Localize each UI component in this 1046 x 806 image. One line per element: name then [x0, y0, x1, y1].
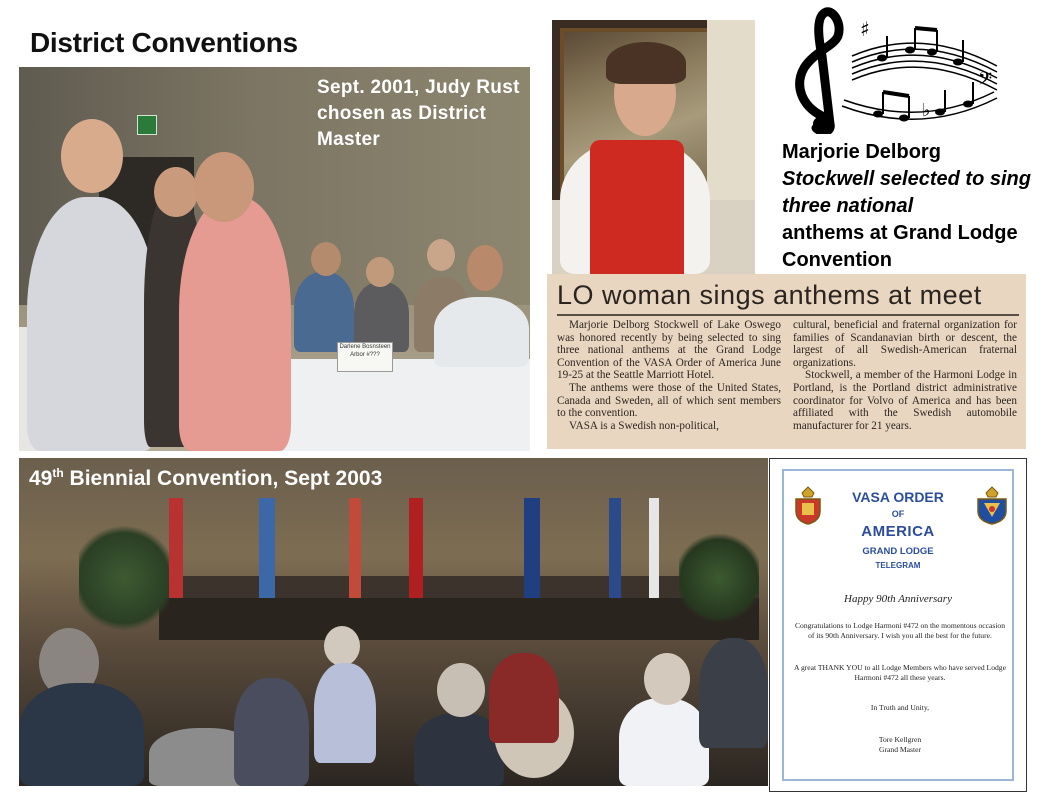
- newspaper-column-1: [557, 319, 781, 432]
- audience-member: [234, 678, 309, 786]
- flag: [409, 498, 423, 598]
- audience-member: [314, 663, 376, 763]
- seated-person-head: [311, 242, 341, 276]
- standing-woman-right: [179, 197, 291, 451]
- potted-plant: [679, 528, 759, 628]
- photo3-caption-text: Biennial Convention, Sept 2003: [63, 467, 383, 490]
- portrait-caption-line3: anthems at Grand Lodge Convention: [782, 222, 1018, 271]
- music-notes-icon: [782, 6, 1004, 134]
- audience-member: [19, 683, 144, 786]
- singer-portrait-photo: [552, 20, 755, 274]
- newspaper-paragraph: The anthems were those of the United States, Canada and Sweden, all of which sent members to the convention.: [557, 381, 781, 420]
- svg-text:♭: ♭: [922, 100, 931, 121]
- potted-plant: [79, 518, 169, 638]
- seated-person: [434, 297, 529, 367]
- telegram-heading-line4: GRAND LODGE: [862, 546, 934, 557]
- portrait-caption-line1: Marjorie Delborg: [782, 141, 941, 163]
- standing-woman-right-head: [194, 152, 254, 222]
- telegram-greeting: Happy 90th Anniversary: [844, 593, 952, 605]
- photo3-caption-number: 49: [29, 467, 53, 490]
- telegram-heading-line1: VASA ORDER: [852, 489, 944, 505]
- portrait-caption-line2: Stockwell selected to sing three national: [782, 168, 1031, 217]
- vasa-telegram: [769, 458, 1027, 792]
- name-card: Darlene Bosnsteen Arbor #???: [337, 342, 393, 372]
- newspaper-paragraph: cultural, beneficial and fraternal organization for families of Scandanavian birth or descent, the largest of all Swedish-American fraternal organizations.: [793, 319, 1017, 369]
- telegram-border: [782, 469, 1014, 781]
- seated-person-head: [366, 257, 394, 287]
- audience-member: [324, 626, 360, 666]
- telegram-heading-line5: TELEGRAM: [875, 561, 921, 570]
- newspaper-clipping: [547, 274, 1026, 449]
- photo1-caption: Sept. 2001, Judy Rust chosen as District Master: [317, 77, 520, 150]
- svg-text:♯: ♯: [860, 17, 870, 41]
- telegram-signer-title: Grand Master: [879, 745, 921, 754]
- audience-member: [644, 653, 690, 705]
- district-master-photo: [19, 67, 530, 451]
- singer-hair: [606, 42, 686, 84]
- audience-member: [699, 638, 768, 748]
- telegram-heading-line2: OF: [891, 509, 905, 519]
- exit-sign: [137, 115, 157, 135]
- head-table-backdrop: [159, 576, 759, 600]
- newspaper-paragraph: Marjorie Delborg Stockwell of Lake Oswego was honored recently by being selected to sing three national anthems at the Grand Lodge Convention of the VASA Order of America June 19-25 at the Seattle Marriott Hotel.: [557, 319, 781, 382]
- telegram-closing: In Truth and Unity,: [870, 703, 930, 712]
- audience-member: [489, 653, 559, 743]
- photo3-caption: [29, 466, 382, 491]
- head-table: [159, 598, 759, 640]
- telegram-paragraph-2: A great THANK YOU to all Lodge Members who have served Lodge Harmoni #472 all these years.: [794, 663, 1006, 682]
- flag: [349, 498, 361, 598]
- seated-person: [294, 272, 354, 352]
- standing-woman-left: [27, 197, 157, 451]
- flag: [609, 498, 621, 598]
- audience-member: [437, 663, 485, 717]
- newspaper-column-2: [793, 319, 1017, 432]
- telegram-heading-line3: AMERICA: [861, 523, 935, 540]
- seated-person-head: [427, 239, 455, 271]
- singer-bodice: [590, 140, 684, 274]
- page-title: District Conventions: [30, 27, 298, 58]
- newspaper-rule: [557, 314, 1019, 316]
- biennial-convention-photo: [19, 458, 768, 786]
- seated-person-head: [467, 245, 503, 291]
- standing-woman-left-head: [61, 119, 123, 193]
- portrait-caption: [782, 139, 1032, 274]
- flag: [259, 498, 275, 598]
- audience-member: [619, 698, 709, 786]
- photo3-caption-ordinal: th: [52, 466, 64, 480]
- newspaper-paragraph: Stockwell, a member of the Harmoni Lodge in Portland, is the Portland district administrative coordinator for Volvo of America and has been affiliated with the Swedish automobile manufacturer for 21 years.: [793, 369, 1017, 432]
- standing-woman-back-head: [154, 167, 198, 217]
- telegram-paragraph-1: Congratulations to Lodge Harmoni #472 on the momentous occasion of its 90th Anniversary. I wish you all the best for the future.: [794, 621, 1006, 640]
- flag: [649, 498, 659, 598]
- svg-text:𝄢: 𝄢: [978, 69, 993, 94]
- photo-head-table: [274, 359, 530, 451]
- telegram-signer: Tore Kellgren: [878, 735, 922, 744]
- newspaper-paragraph: VASA is a Swedish non-political,: [569, 419, 719, 432]
- newspaper-headline: LO woman sings anthems at meet: [557, 280, 982, 310]
- flag: [524, 498, 540, 598]
- flag: [169, 498, 183, 598]
